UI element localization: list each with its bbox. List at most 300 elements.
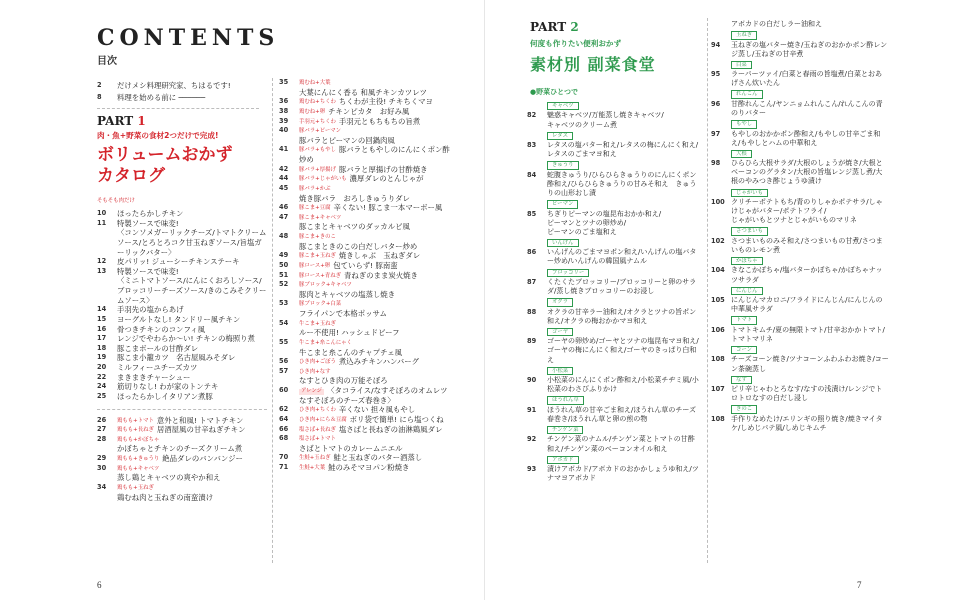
part-word: PART [97, 114, 134, 128]
toc-entry[interactable] [711, 266, 889, 284]
entry-title: 魅惑キャベツ/万能蒸し焼きキャベツ/ [547, 111, 664, 120]
toc-entry[interactable] [97, 228, 267, 257]
entry-title: 皮パリッ! ジューシーチキンステーキ [117, 257, 240, 267]
toc-entry[interactable] [279, 165, 451, 175]
entry-text [117, 344, 267, 354]
toc-entry[interactable] [527, 121, 699, 130]
entry-text [547, 228, 699, 237]
spacer [97, 402, 267, 409]
toc-entry[interactable] [279, 280, 451, 290]
entry-text [299, 405, 451, 415]
entry-title: 特製ソースで味変! [117, 266, 179, 276]
intro-item[interactable] [97, 92, 231, 104]
toc-entry[interactable] [711, 326, 889, 344]
page-ref: 15 [97, 314, 107, 323]
toc-entry[interactable] [97, 315, 267, 325]
toc-entry[interactable] [711, 70, 889, 88]
page-ref: 106 [711, 325, 725, 334]
toc-entry[interactable] [97, 219, 267, 229]
ingredient-tag: 豚ブロック+キャベツ [299, 282, 352, 289]
toc-entry[interactable] [279, 290, 451, 300]
ingredient-tag: 牛こま+糸こんにゃく [299, 339, 352, 346]
page-ref: 107 [711, 385, 725, 394]
entry-title: チキンピカタ お好み風 [328, 106, 410, 116]
page-ref: 85 [527, 209, 537, 218]
category-label [711, 225, 889, 236]
toc-entry[interactable] [711, 237, 889, 255]
toc-entry[interactable] [279, 338, 451, 348]
page-ref: 18 [97, 343, 107, 352]
page-ref: 48 [279, 232, 289, 240]
category-label [527, 365, 699, 376]
toc-entry[interactable] [711, 216, 889, 225]
toc-entry[interactable] [279, 444, 451, 454]
entry-title: 絶品ダレのバンバンジー [162, 454, 243, 463]
category-label [711, 29, 889, 40]
entry-title: 鮭と玉ねぎのバター酒蒸し [333, 453, 423, 463]
toc-entry[interactable] [97, 473, 267, 483]
page-ref: 26 [97, 415, 107, 424]
toc-entry[interactable] [279, 357, 451, 367]
ingredient-tag: 豚バラ+かぶ [299, 185, 331, 192]
entry-title: トマトキムチ/夏の無限トマト/甘辛おかかトマト/トマトマリネ [731, 325, 885, 343]
entry-text [117, 325, 267, 335]
toc-entry[interactable] [279, 434, 451, 444]
page-ref: 89 [527, 337, 537, 346]
page-ref: 93 [527, 465, 537, 474]
category-tag: レタス [547, 132, 573, 140]
entry-text [299, 88, 451, 98]
ingredient-tag: 塩さば+長ねぎ [299, 426, 336, 433]
entry-text [117, 392, 267, 402]
entry-text [117, 353, 267, 363]
page-ref: 24 [97, 382, 107, 391]
entry-title: 〈タコライス/なすそぼろのオムレツ なすそぼろのチーズ春巻き〉 [299, 386, 455, 405]
entry-text [299, 453, 451, 463]
entry-text [299, 386, 455, 405]
entry-text [299, 203, 451, 213]
toc-entry[interactable] [97, 373, 267, 383]
entry-title: だけメシ料理研究家、ちはるです! [117, 81, 231, 90]
category-tag: ブロッコリー [547, 269, 589, 277]
toc-entry[interactable] [527, 228, 699, 237]
category-tag: アボカド [547, 456, 579, 464]
entry-text [117, 382, 267, 392]
category-tag: さつまいも [731, 227, 768, 235]
ingredient-tag: 豚ブロック+白菜 [299, 301, 342, 308]
page-ref: 19 [97, 353, 107, 362]
toc-entry[interactable] [527, 210, 699, 219]
page-ref: 104 [711, 266, 725, 275]
page-ref: 55 [279, 337, 289, 346]
category-tag: じゃがいも [731, 189, 768, 197]
entry-text [299, 194, 451, 204]
entry-title: 牛こまと糸こんのチャプチェ風 [299, 347, 403, 357]
category-tag: チンゲン菜 [547, 426, 583, 434]
ingredient-tag: アレンジ [301, 388, 323, 394]
toc-entry[interactable] [279, 88, 451, 98]
entry-text [731, 237, 889, 255]
entry-title: 骨つきチキンのコンフィ風 [117, 324, 206, 334]
entry-title: レタスの塩バター和え/レタスの梅にんにく和え/レタスのごまマヨ和え [547, 141, 699, 159]
contents-title: CONTENTS [97, 25, 280, 51]
entry-title: いんげんのごまマヨポン和え/いんげんの塩バター炒め/いんげんの韓国風ナムル [547, 248, 697, 266]
toc-entry[interactable] [97, 267, 267, 277]
entry-text [299, 357, 451, 367]
entry-text [731, 130, 889, 148]
toc-entry[interactable] [527, 278, 699, 296]
entry-text [299, 145, 451, 164]
toc-entry[interactable] [527, 219, 699, 228]
entry-text [117, 363, 267, 373]
entry-title: ラーパーツァイ/白菜と春雨の旨塩煮/白菜とおあげさん炊いたん [731, 70, 883, 88]
entry-text [117, 416, 267, 426]
toc-entry[interactable] [279, 367, 451, 377]
entry-text [117, 483, 267, 493]
toc-entry[interactable] [279, 309, 451, 319]
toc-entry[interactable] [97, 209, 267, 219]
entry-text [299, 425, 451, 435]
toc-column-left-2 [279, 78, 455, 473]
page-ref: 12 [97, 257, 107, 266]
page-ref: 54 [279, 318, 289, 327]
entry-text [299, 136, 451, 146]
entry-text [299, 415, 451, 425]
category-tag: オクラ [547, 298, 573, 306]
entry-title: 蛇腹きゅうり/ひらひらきゅうりのにんにくポン酢和え/ひらひらきゅうりの甘みそ和え きゅうりの山形おし漬 [547, 170, 697, 198]
ingredient-tag: 生鮭+大葉 [299, 465, 326, 471]
toc-entry[interactable] [711, 20, 889, 29]
toc-entry[interactable] [97, 493, 267, 503]
entry-text [731, 415, 889, 433]
page-ref: 92 [527, 435, 537, 444]
entry-text [299, 213, 451, 223]
category-tag: トマト [731, 316, 757, 324]
page-ref: 56 [279, 357, 289, 366]
category-tag: 大根 [731, 150, 752, 158]
page-ref: 44 [279, 174, 289, 183]
entry-title: なすとひき肉の万能そぼろ [299, 376, 388, 386]
column-divider [272, 78, 273, 563]
toc-entry[interactable] [279, 242, 451, 252]
entry-text [299, 444, 451, 454]
ingredient-tag: 鶏もも+キャベツ [117, 465, 160, 472]
entry-title: 特製ソースで味変! [117, 218, 179, 228]
entry-text [299, 338, 451, 348]
toc-entry[interactable] [279, 453, 451, 463]
toc-entry[interactable] [97, 483, 267, 493]
toc-entry[interactable] [279, 348, 451, 358]
entry-title: ピリ辛じゃわとろなす/なすの浅漬け/レンジでトロトロなすの白だし浸し [731, 385, 883, 403]
page-ref: 45 [279, 183, 289, 192]
ingredient-tag: 牛こま+玉ねぎ [299, 320, 336, 327]
toc-entry[interactable] [279, 271, 451, 281]
page-ref: 41 [279, 145, 289, 154]
part1-section-label: そもそも肉だけ [97, 197, 135, 204]
entry-title: ちくわが主役! チキちくマヨ [338, 97, 433, 107]
entry-title: 青ねぎのまま炭火焼き [343, 270, 418, 280]
page-ref: 38 [279, 106, 289, 115]
entry-title: キャベツのクリーム煮 [547, 120, 617, 129]
toc-entry[interactable] [97, 392, 267, 402]
entry-text [731, 70, 889, 88]
category-label [527, 267, 699, 278]
entry-title: 焼きしゃぶ 玉ねぎダレ [338, 251, 421, 261]
toc-entry[interactable] [279, 405, 451, 415]
entry-title: チーズコーン焼き/ツナコーンふわふわお焼き/コーン茶碗蒸し [731, 355, 889, 373]
toc-entry[interactable] [711, 41, 889, 59]
ingredient-tag: 豚こま+豆腐 [299, 205, 331, 212]
entry-text [117, 305, 267, 315]
category-label [527, 454, 699, 465]
page-ref: 17 [97, 334, 107, 343]
page-ref: 16 [97, 324, 107, 333]
entry-text [731, 198, 889, 216]
entry-text [299, 376, 451, 386]
page-ref: 96 [711, 99, 721, 108]
toc-entry[interactable] [279, 376, 451, 386]
toc-entry[interactable] [279, 107, 451, 117]
entry-text [299, 463, 451, 473]
toc-entry[interactable] [97, 257, 267, 267]
category-label [527, 326, 699, 337]
toc-entry[interactable] [279, 232, 451, 242]
ingredient-tag: 塩さば+トマト [299, 436, 336, 443]
ingredient-tag: ひき肉+ごぼう [299, 359, 336, 366]
category-label [711, 255, 889, 266]
entry-title: ミルフィーユチーズカツ [117, 363, 198, 372]
divider [97, 108, 259, 109]
entry-title: 辛くない 担々風もやし [338, 405, 416, 415]
category-tag: いんげん [547, 239, 579, 247]
toc-entry[interactable] [527, 465, 699, 483]
entry-text [547, 210, 699, 219]
toc-entry[interactable] [97, 334, 267, 344]
page-number-right: 7 [857, 580, 862, 590]
toc-entry[interactable] [97, 353, 267, 363]
toc-entry[interactable] [527, 171, 699, 198]
toc-entry[interactable] [279, 117, 451, 127]
entry-text [547, 248, 699, 266]
category-tag: もやし [731, 120, 757, 128]
page-ref: 25 [97, 391, 107, 400]
toc-entry[interactable] [279, 328, 451, 338]
entry-text [117, 219, 267, 229]
toc-entry[interactable] [527, 248, 699, 266]
intro-item[interactable] [97, 80, 231, 92]
entry-title: 小松菜のにんにくポン酢和え/小松菜チヂミ風/小松菜のわさびふりかけ [547, 376, 699, 394]
toc-entry[interactable] [279, 415, 451, 425]
page-ref: 52 [279, 280, 289, 289]
column-divider [707, 18, 708, 563]
ingredient-tag: 鶏もも+長ねぎ [117, 427, 154, 434]
toc-entry[interactable] [279, 78, 451, 88]
entry-text [299, 78, 451, 88]
toc-entry[interactable] [711, 198, 889, 216]
entry-text [731, 326, 889, 344]
entry-text [117, 473, 267, 483]
category-label [711, 285, 889, 296]
entry-title: 蒸し鶏とキャベツの爽やか和え [117, 473, 221, 483]
ingredient-tag: 豚バラ+もやし [299, 147, 336, 154]
ingredient-tag: 豚バラ+厚揚げ [299, 166, 336, 173]
page-ref: 50 [279, 260, 289, 269]
entry-text [547, 376, 699, 394]
toc-entry[interactable] [97, 382, 267, 392]
ingredient-tag: 鶏もも+玉ねぎ [117, 484, 154, 491]
toc-entry[interactable] [97, 425, 267, 435]
ingredient-tag: 鶏むね+大葉 [299, 80, 331, 86]
toc-entry[interactable] [97, 464, 267, 474]
entry-text [299, 232, 451, 242]
entry-text [547, 121, 699, 130]
part2-section-label: ●野菜ひとつで [530, 88, 578, 96]
toc-column-right-1 [527, 100, 699, 483]
toc-entry[interactable] [527, 435, 699, 453]
toc-entry[interactable] [97, 276, 267, 305]
category-label [527, 296, 699, 307]
toc-entry[interactable] [279, 299, 451, 309]
entry-title: 意外と和風! トマトチキン [156, 415, 244, 425]
entry-text [117, 454, 267, 464]
page-ref: 108 [711, 355, 725, 364]
toc-entry[interactable] [527, 141, 699, 159]
toc-entry[interactable] [527, 406, 699, 424]
toc-entry[interactable] [711, 355, 889, 373]
entry-text [117, 209, 267, 219]
part2-lead: 何度も作りたい便利おかず [530, 39, 622, 48]
page-ref: 83 [527, 141, 537, 150]
toc-entry[interactable] [527, 376, 699, 394]
entry-title: ボリ袋で簡単! にら塩つくね [349, 414, 444, 424]
toc-entry[interactable] [279, 174, 451, 184]
category-tag: ピーマン [547, 200, 578, 208]
toc-entry[interactable] [97, 305, 267, 315]
ingredient-tag: ひき肉+にら＆豆腐 [299, 416, 347, 423]
toc-entry[interactable] [97, 435, 267, 445]
entry-text [547, 219, 699, 228]
entry-text [117, 493, 267, 503]
toc-entry[interactable] [279, 222, 451, 232]
category-label [527, 130, 699, 141]
toc-entry[interactable] [279, 425, 451, 435]
page-ref: 49 [279, 251, 289, 260]
page-ref: 71 [279, 463, 289, 471]
entry-title: 筋切りなし! わが家のトンテキ [117, 382, 219, 392]
toc-entry[interactable] [279, 386, 455, 405]
toc-entry[interactable] [279, 213, 451, 223]
toc-entry[interactable] [97, 454, 267, 464]
category-label [527, 100, 699, 111]
entry-title: チンゲン菜のナムル/チンゲン菜とトマトの甘酢和え/チンゲン菜のベーコンオイル和え [547, 435, 695, 453]
page-ref: 22 [97, 372, 107, 381]
entry-text [299, 251, 451, 261]
toc-entry[interactable] [279, 184, 451, 194]
page-ref: 94 [711, 40, 721, 49]
toc-entry[interactable] [527, 337, 699, 364]
category-tag: 白菜 [731, 61, 752, 69]
entry-title: 〈ミニトマトソース/にんにくおろしソース/ブロッコリーチーズソース/きのこみそクリームソース〉 [117, 276, 267, 305]
toc-entry[interactable] [97, 416, 267, 426]
category-label [711, 314, 889, 325]
entry-title: くたくたブロッコリー/ブロッコリーと卵のサラダ/蒸し焼きブロッコリーのお浸し [547, 278, 697, 296]
entry-text [117, 334, 267, 344]
entry-title: クリチーポテトもち/青のりしゃかポテサラ/しゃけじゃがバター/ポテトフライ/ [731, 198, 883, 216]
page-ref: 46 [279, 203, 289, 212]
toc-entry[interactable] [527, 111, 699, 120]
part1-title-line2: カタログ [97, 166, 165, 187]
entry-text [299, 319, 451, 329]
toc-entry[interactable] [711, 159, 889, 186]
page-ref: 30 [97, 463, 107, 472]
page-ref: 82 [527, 111, 537, 120]
entry-title: きなこかぼちゃ/塩バターかぼちゃ/かぼちゃナッツサラダ [731, 266, 883, 284]
page-ref: 39 [279, 116, 289, 125]
entry-text [117, 425, 267, 435]
category-label [527, 237, 699, 248]
toc-entry[interactable] [97, 444, 267, 454]
entry-text [547, 337, 699, 364]
toc-entry[interactable] [711, 130, 889, 148]
toc-entry[interactable] [279, 145, 451, 164]
toc-entry[interactable] [279, 319, 451, 329]
toc-entry[interactable] [711, 100, 889, 118]
entry-text [547, 308, 699, 326]
entry-text [299, 271, 451, 281]
category-label [711, 374, 889, 385]
ingredient-tag: 鶏むね+卵 [299, 108, 326, 115]
category-tag: ほうれん草 [547, 396, 584, 404]
page-ref: 102 [711, 236, 725, 245]
ingredient-tag: 生鮭+玉ねぎ [299, 455, 331, 462]
page-ref: 108 [711, 414, 725, 423]
entry-text [117, 464, 267, 474]
toc-entry[interactable] [97, 363, 267, 373]
toc-entry[interactable] [97, 325, 267, 335]
entry-title: 豚こま小籠カツ 名古屋風みそダレ [117, 353, 236, 363]
toc-entry[interactable] [279, 97, 451, 107]
toc-column-left-1 [97, 209, 267, 502]
ingredient-tag: 豚こま+玉ねぎ [299, 253, 336, 260]
entry-title: 豚こまボールの甘酢ダレ [117, 343, 199, 353]
toc-entry[interactable] [279, 126, 451, 136]
page-ref: 98 [711, 159, 721, 168]
toc-entry[interactable] [279, 194, 451, 204]
category-label [711, 59, 889, 70]
toc-entry[interactable] [279, 251, 451, 261]
entry-title: にんじんマカロニ/フライドにんじん/にんじんの中華風サラダ [731, 296, 883, 314]
toc-entry[interactable] [279, 203, 451, 213]
toc-entry[interactable] [97, 344, 267, 354]
toc-entry[interactable] [711, 415, 889, 433]
page-ref: 62 [279, 405, 289, 414]
ingredient-tag: 豚バラ+じゃがいも [299, 176, 347, 183]
toc-entry[interactable] [279, 136, 451, 146]
toc-entry[interactable] [527, 308, 699, 326]
entry-title: レンジでやわらか〜い! チキンの梅照り煮 [117, 334, 255, 344]
toc-column-right-2 [711, 20, 889, 433]
page-ref: 60 [279, 386, 289, 394]
toc-entry[interactable] [711, 296, 889, 314]
page-ref: 14 [97, 305, 107, 314]
entry-text [299, 107, 451, 117]
toc-entry[interactable] [279, 261, 451, 271]
entry-text [731, 20, 889, 29]
toc-entry[interactable] [711, 385, 889, 403]
toc-entry[interactable] [279, 463, 451, 473]
entry-text [299, 126, 451, 136]
page-ref: 10 [97, 209, 107, 217]
